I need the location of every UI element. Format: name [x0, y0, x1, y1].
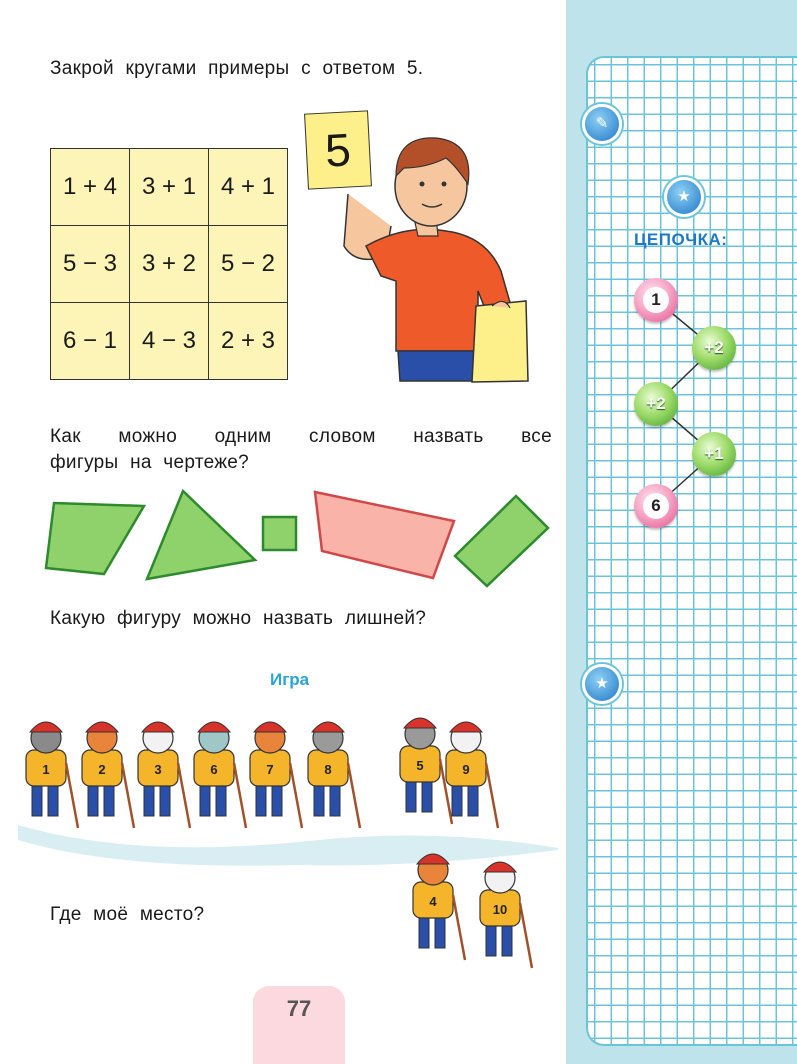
stars-icon: ★	[664, 177, 704, 217]
table-row	[51, 226, 288, 303]
game-title: Игра	[270, 670, 310, 689]
pencil-book-icon: ✎	[582, 104, 622, 144]
task2-question-line2: фигуры на чертеже?	[50, 452, 250, 473]
hockey-cat-player	[413, 854, 465, 960]
jersey-number: 1	[42, 762, 50, 777]
table-row	[51, 303, 288, 380]
word: все	[521, 426, 552, 447]
table-cell[interactable]: 5 − 2	[209, 226, 288, 303]
table-row	[51, 149, 288, 226]
green-quadrilateral[interactable]	[46, 503, 144, 574]
jersey-number: 4	[429, 894, 437, 909]
green-parallelogram[interactable]	[455, 496, 548, 586]
hockey-cat-player	[308, 722, 360, 828]
green-triangle[interactable]	[147, 491, 255, 579]
jersey-number: 6	[210, 762, 218, 777]
chain-title: ЦЕПОЧКА:	[634, 230, 728, 249]
chain-step-ball: +2	[634, 382, 678, 426]
table-cell[interactable]: 4 − 3	[130, 303, 209, 380]
pink-trapezoid[interactable]	[315, 492, 454, 578]
jersey-number: 3	[154, 762, 162, 777]
task1-instruction: Закрой кругами примеры с ответом 5.	[50, 58, 424, 79]
table-cell[interactable]: 4 + 1	[209, 149, 288, 226]
chain-start-value: 1	[643, 287, 669, 313]
chain-end-value: 6	[643, 493, 669, 519]
number-card: 5	[304, 110, 372, 189]
table-cell[interactable]: 2 + 3	[209, 303, 288, 380]
stars-icon: ★	[582, 664, 622, 704]
chain-step-ball: +1	[692, 432, 736, 476]
word: Как	[50, 426, 81, 447]
hockey-cat-player	[480, 862, 532, 968]
table-cell[interactable]: 3 + 2	[130, 226, 209, 303]
green-square[interactable]	[263, 517, 296, 550]
word: словом	[309, 426, 376, 447]
chain-start-ball	[634, 278, 678, 322]
table-cell[interactable]: 5 − 3	[51, 226, 130, 303]
jersey-number: 7	[266, 762, 274, 777]
jersey-number: 2	[98, 762, 106, 777]
game-question: Где моё место?	[50, 904, 205, 925]
jersey-number: 9	[462, 762, 470, 777]
jersey-number: 8	[324, 762, 332, 777]
page-number-tab	[253, 986, 345, 1064]
table-cell[interactable]: 6 − 1	[51, 303, 130, 380]
hockey-cat-player	[446, 722, 498, 828]
table-cell[interactable]: 1 + 4	[51, 149, 130, 226]
jersey-number: 10	[492, 902, 508, 917]
word: назвать	[413, 426, 484, 447]
task2-question-line1	[50, 426, 552, 448]
word: можно	[118, 426, 178, 447]
hockey-cat-player	[194, 722, 246, 828]
word: одним	[214, 426, 272, 447]
hockey-cat-player	[400, 718, 452, 824]
jersey-number: 5	[416, 758, 424, 773]
hockey-cat-player	[250, 722, 302, 828]
hockey-cat-player	[138, 722, 190, 828]
math-examples-table	[50, 148, 288, 380]
hockey-cat-player	[26, 722, 78, 828]
hockey-cat-player	[82, 722, 134, 828]
chain-end-ball	[634, 484, 678, 528]
page-number: 77	[286, 996, 312, 1021]
table-cell[interactable]: 3 + 1	[130, 149, 209, 226]
shapes-drawing	[40, 484, 560, 594]
task3-question: Какую фигуру можно назвать лишней?	[50, 608, 427, 629]
hockey-cats-illustration	[18, 700, 558, 990]
chain-step-ball: +2	[692, 326, 736, 370]
